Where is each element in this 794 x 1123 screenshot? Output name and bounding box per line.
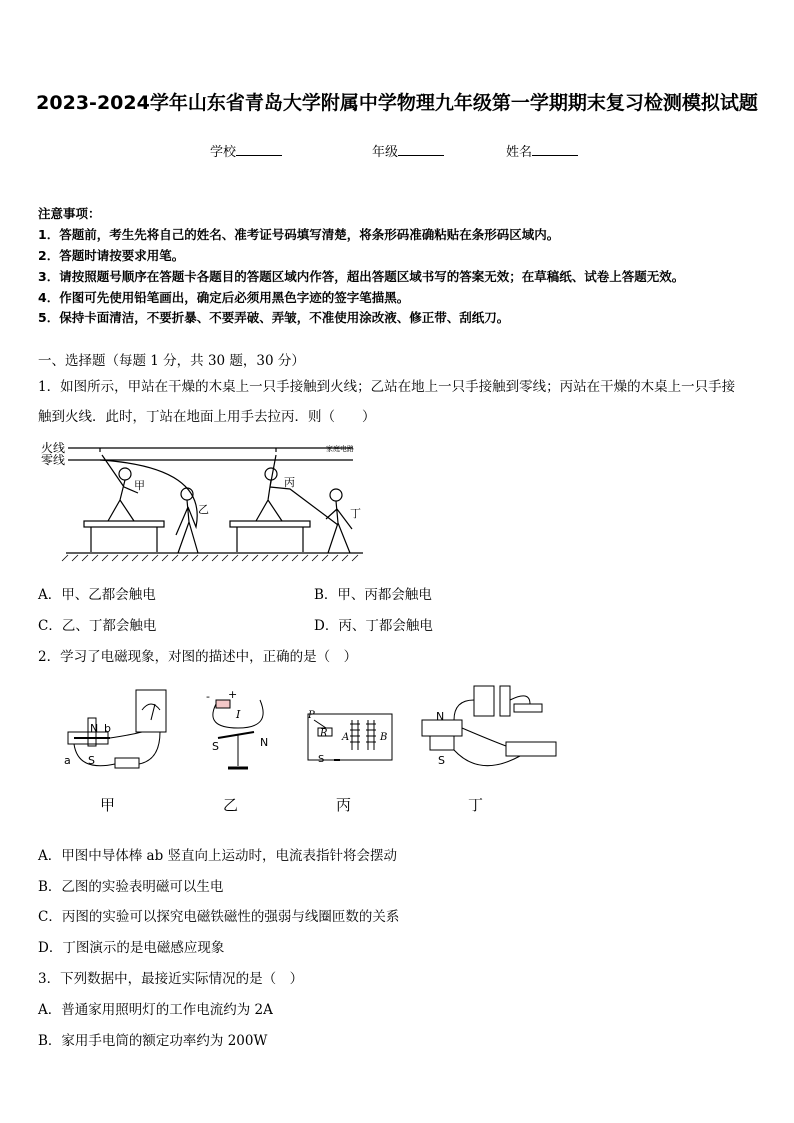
fig-bing-a: A bbox=[342, 732, 350, 743]
q2-figure-bing bbox=[304, 706, 400, 774]
q3-option-b[interactable]: B．家用手电筒的额定功率约为 200W bbox=[38, 1033, 268, 1049]
fig-jia-s: S bbox=[88, 754, 95, 767]
exam-title: 2023-2024学年山东省青岛大学附属中学物理九年级第一学期期末复习检测模拟试题 bbox=[36, 92, 758, 114]
person-bing bbox=[265, 468, 277, 480]
notice-item-2: 2．答题时请按要求用笔。 bbox=[38, 248, 185, 263]
fig-bing-b: B bbox=[380, 732, 388, 743]
person-ding bbox=[330, 489, 342, 501]
fig-bing-p: P bbox=[308, 710, 315, 721]
caption-ding: 丁 bbox=[468, 796, 484, 814]
q1-option-b[interactable]: B．甲、丙都会触电 bbox=[314, 587, 432, 603]
q2-option-d[interactable]: D．丁图演示的是电磁感应现象 bbox=[38, 940, 225, 956]
q2-stem: 2．学习了电磁现象，对图的描述中，正确的是（ ） bbox=[38, 649, 358, 665]
table-right bbox=[230, 521, 310, 527]
q2-option-b[interactable]: B．乙图的实验表明磁可以生电 bbox=[38, 879, 224, 895]
name-label: 姓名 bbox=[506, 145, 533, 160]
school-label: 学校 bbox=[210, 145, 237, 160]
q2-figure-jia bbox=[60, 680, 180, 780]
q3-option-a[interactable]: A．普通家用照明灯的工作电流约为 2A bbox=[38, 1002, 273, 1018]
fig-jia-a: a bbox=[64, 754, 71, 767]
fig-jia-b: b bbox=[104, 722, 111, 735]
q1-option-a[interactable]: A．甲、乙都会触电 bbox=[38, 587, 156, 603]
school-blank[interactable] bbox=[236, 143, 282, 156]
grade-label: 年级 bbox=[372, 145, 399, 160]
label-bing: 丙 bbox=[284, 476, 295, 489]
fig-ding-n: N bbox=[436, 710, 445, 723]
q3-stem: 3．下列数据中，最接近实际情况的是（ ） bbox=[38, 971, 304, 987]
notice-item-3: 3．请按照题号顺序在答题卡各题目的答题区域内作答，超出答题区域书写的答案无效；在草稿纸、试卷上答题无效。 bbox=[38, 269, 685, 284]
table-left bbox=[84, 521, 164, 527]
notice-item-5: 5．保持卡面清洁，不要折暴、不要弄破、弄皱，不准使用涂改液、修正带、刮纸刀。 bbox=[38, 310, 510, 325]
label-circuit: 家庭电路 bbox=[326, 445, 354, 453]
q1-stem-line2: 触到火线．此时，丁站在地面上用手去拉丙．则（ ） bbox=[38, 409, 376, 425]
q1-option-d[interactable]: D．丙、丁都会触电 bbox=[314, 618, 433, 634]
name-field bbox=[506, 141, 578, 160]
q2-figure-ding bbox=[410, 680, 560, 780]
q2-option-a[interactable]: A．甲图中导体棒 ab 竖直向上运动时，电流表指针将会摆动 bbox=[38, 848, 398, 864]
fig-yi-i: I bbox=[236, 708, 241, 721]
fig-yi-s: S bbox=[212, 740, 219, 753]
caption-bing: 丙 bbox=[336, 796, 352, 814]
section-heading: 一、选择题（每题 1 分，共 30 题，30 分） bbox=[38, 353, 305, 369]
name-blank[interactable] bbox=[532, 143, 578, 156]
notice-heading: 注意事项： bbox=[38, 206, 101, 221]
person-jia bbox=[119, 468, 131, 480]
fig-jia-n: N bbox=[90, 722, 99, 735]
caption-jia: 甲 bbox=[100, 796, 116, 814]
grade-field bbox=[372, 141, 444, 160]
label-live: 火线 bbox=[41, 441, 66, 455]
fig-bing-r: R bbox=[320, 728, 328, 739]
caption-yi: 乙 bbox=[223, 796, 239, 814]
q2-option-c[interactable]: C．丙图的实验可以探究电磁铁磁性的强弱与线圈匝数的关系 bbox=[38, 909, 400, 925]
school-field bbox=[210, 141, 282, 160]
label-neutral: 零线 bbox=[41, 453, 66, 467]
q2-figure-yi bbox=[198, 688, 284, 780]
q1-figure bbox=[38, 437, 368, 563]
notice-item-1: 1．答题前，考生先将自己的姓名、准考证号码填写清楚，将条形码准确粘贴在条形码区域内。 bbox=[38, 227, 560, 242]
label-jia: 甲 bbox=[134, 479, 145, 492]
label-ding: 丁 bbox=[350, 507, 361, 520]
fig-ding-s: S bbox=[438, 754, 445, 767]
grade-blank[interactable] bbox=[398, 143, 444, 156]
notice-item-4: 4．作图可先使用铅笔画出，确定后必须用黑色字迹的签字笔描黑。 bbox=[38, 290, 410, 305]
fig-yi-minus: - bbox=[206, 690, 210, 703]
q1-stem-line1: 1．如图所示，甲站在干燥的木桌上一只手接触到火线；乙站在地上一只手接触到零线；丙站在干燥的木桌上一只手接 bbox=[38, 379, 736, 395]
fig-yi-plus: + bbox=[228, 688, 238, 701]
fig-yi-n: N bbox=[260, 736, 269, 749]
fig-bing-s: S bbox=[318, 754, 325, 765]
q1-option-c[interactable]: C．乙、丁都会触电 bbox=[38, 618, 157, 634]
label-yi: 乙 bbox=[198, 503, 209, 516]
